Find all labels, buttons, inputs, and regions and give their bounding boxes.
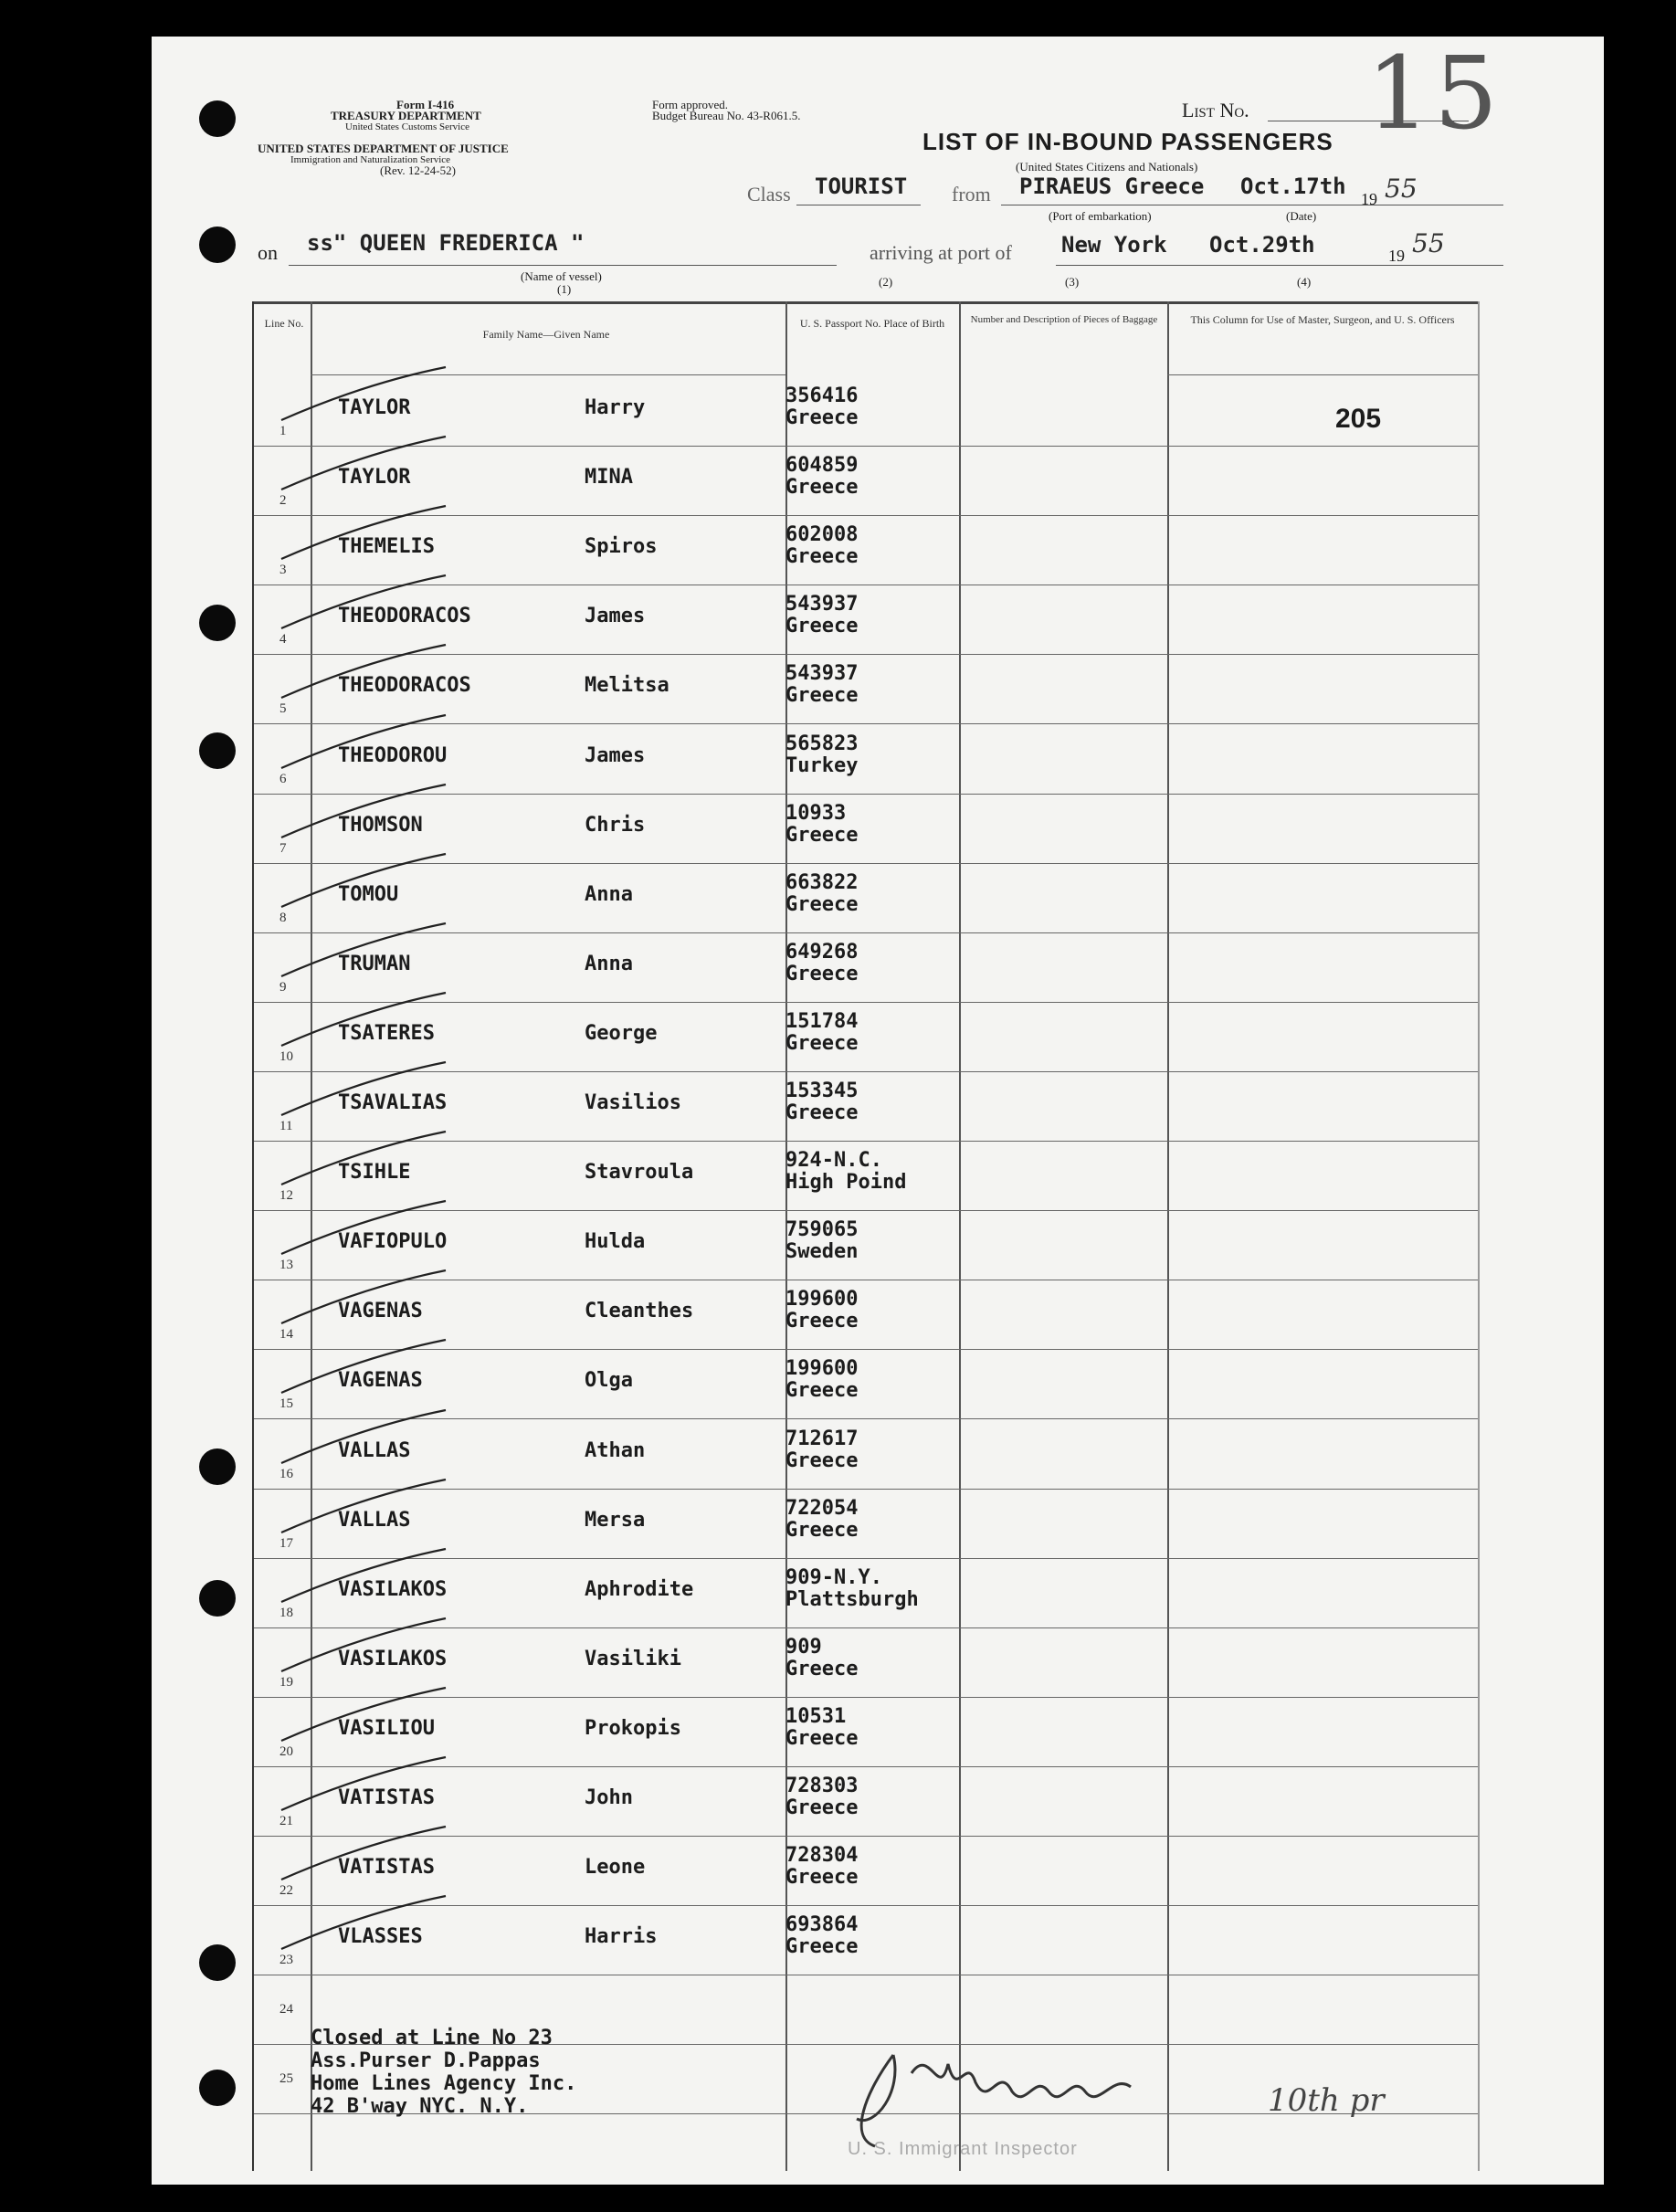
- passport-cell: [785, 1289, 932, 1332]
- justice-dept: UNITED STATES DEPARTMENT OF JUSTICE: [258, 142, 509, 155]
- check-mark: [272, 1336, 455, 1400]
- line-number: 11: [279, 1119, 293, 1133]
- given-name: Vasilios: [585, 1091, 681, 1114]
- given-name: Aphrodite: [585, 1577, 694, 1601]
- passport-number: 565823: [785, 732, 859, 755]
- check-mark: [272, 1476, 455, 1540]
- family-name: THEODOROU: [338, 743, 448, 767]
- passport-cell: [785, 594, 932, 637]
- line-number: 8: [279, 910, 287, 925]
- passport-number: 10531: [785, 1704, 847, 1728]
- revision: (Rev. 12-24-52): [380, 163, 456, 177]
- line-number: 3: [279, 563, 287, 578]
- check-mark: [272, 641, 455, 705]
- line-number: 22: [279, 1883, 293, 1899]
- line-number: 20: [279, 1743, 293, 1759]
- family-name: VASILAKOS: [338, 1577, 448, 1601]
- punch-hole: [199, 1944, 236, 1981]
- line-number: 4: [279, 632, 287, 648]
- passport-number: 909: [785, 1635, 822, 1659]
- place-of-birth: High Poind: [785, 1171, 907, 1195]
- given-name: Spiros: [585, 535, 658, 559]
- given-name: Anna: [585, 882, 633, 906]
- table-top-rule: [254, 301, 1478, 304]
- given-name: Anna: [585, 952, 633, 975]
- line-number: 14: [279, 1327, 293, 1343]
- passport-cell: [785, 803, 932, 847]
- vessel-underline: [289, 265, 837, 266]
- passport-cell: [785, 1845, 932, 1889]
- check-mark: [272, 1059, 455, 1122]
- line-number: 13: [279, 1258, 293, 1273]
- family-name: VALLAS: [338, 1438, 411, 1462]
- port-embark-caption: (Port of embarkation): [1049, 209, 1152, 223]
- place-of-birth: Greece: [785, 684, 859, 708]
- passport-cell: [785, 1914, 932, 1958]
- punch-hole: [199, 1448, 236, 1485]
- place-of-birth: Greece: [785, 1379, 859, 1403]
- punch-hole: [199, 1580, 236, 1617]
- passport-cell: [785, 872, 932, 916]
- signature-note: 10th pr: [1268, 2082, 1385, 2119]
- date-caption: (Date): [1286, 209, 1317, 223]
- given-name: Mersa: [585, 1508, 646, 1532]
- passport-number: 649268: [785, 940, 859, 964]
- given-name: Hulda: [585, 1230, 646, 1254]
- arriving-label: arriving at port of: [870, 241, 1012, 264]
- given-name: James: [585, 605, 646, 628]
- col-header-line: Line No.: [264, 317, 304, 330]
- line-number: 10: [279, 1048, 293, 1064]
- family-name: TSATERES: [338, 1021, 435, 1045]
- place-of-birth: Greece: [785, 1866, 859, 1890]
- col-header-passport: U. S. Passport No. Place of Birth: [799, 317, 945, 330]
- line-number: 9: [279, 979, 287, 995]
- given-name: Olga: [585, 1369, 633, 1393]
- passport-cell: [785, 1428, 932, 1472]
- family-name: TAYLOR: [338, 396, 411, 419]
- caption-4: (4): [1297, 275, 1312, 289]
- line-number: 5: [279, 701, 287, 717]
- year-value: 55: [1385, 174, 1418, 204]
- inspector-signature: [838, 2037, 1259, 2155]
- arrival-port: New York: [1061, 232, 1167, 258]
- given-name: Prokopis: [585, 1716, 681, 1740]
- embark-date: Oct.17th: [1240, 174, 1346, 199]
- place-of-birth: Greece: [785, 1935, 859, 1959]
- passport-number: 151784: [785, 1009, 859, 1033]
- closing-line: Ass.Purser D.Pappas: [311, 2049, 541, 2072]
- punch-hole: [199, 100, 236, 137]
- place-of-birth: Greece: [785, 406, 859, 429]
- passport-number: 356416: [785, 384, 859, 407]
- passport-number: 693864: [785, 1913, 859, 1937]
- place-of-birth: Greece: [785, 476, 859, 500]
- punch-hole: [199, 226, 236, 263]
- vessel-name: ss" QUEEN FREDERICA ": [307, 230, 585, 256]
- passport-number: 712617: [785, 1427, 859, 1450]
- passport-number: 543937: [785, 662, 859, 686]
- passport-cell: [785, 1011, 932, 1055]
- manifest-sheet: [152, 37, 1604, 2185]
- passport-cell: [785, 1706, 932, 1750]
- line-number: 25: [279, 2071, 293, 2087]
- passport-number: 722054: [785, 1496, 859, 1520]
- passport-number: 759065: [785, 1218, 859, 1242]
- form-title: LIST OF IN-BOUND PASSENGERS: [922, 128, 1333, 155]
- passport-cell: [785, 733, 932, 777]
- closing-line: Home Lines Agency Inc.: [311, 2072, 577, 2095]
- check-mark: [272, 1128, 455, 1192]
- passport-number: 543937: [785, 593, 859, 616]
- passport-number: 663822: [785, 870, 859, 894]
- line-number: 15: [279, 1396, 293, 1412]
- list-no-label: List No.: [1182, 99, 1249, 121]
- line-number: 17: [279, 1535, 293, 1551]
- passport-cell: [785, 1498, 932, 1542]
- place-of-birth: Greece: [785, 1657, 859, 1680]
- year-prefix: 19: [1361, 190, 1377, 208]
- place-of-birth: Greece: [785, 1726, 859, 1750]
- line-number: 2: [279, 493, 287, 509]
- passport-cell: [785, 663, 932, 707]
- given-name: Cleanthes: [585, 1300, 694, 1323]
- family-name: VALLAS: [338, 1508, 411, 1532]
- ins-service: Immigration and Naturalization Service: [290, 154, 451, 165]
- caption-3: (3): [1065, 275, 1080, 289]
- check-mark: [272, 363, 455, 427]
- passport-number: 199600: [785, 1288, 859, 1311]
- form-number: Form I-416: [396, 98, 455, 111]
- class-label: Class: [747, 183, 791, 205]
- passport-cell: [785, 455, 932, 499]
- given-name: Melitsa: [585, 674, 669, 698]
- line-number: 24: [279, 2002, 293, 2017]
- passport-cell: [785, 942, 932, 985]
- header-bottom-rule: [1167, 374, 1478, 375]
- passport-cell: [785, 1080, 932, 1124]
- arrival-underline: [1056, 265, 1503, 266]
- given-name: Harry: [585, 396, 646, 419]
- place-of-birth: Greece: [785, 1518, 859, 1542]
- passport-number: 10933: [785, 801, 847, 825]
- place-of-birth: Turkey: [785, 753, 859, 777]
- list-no-value: 15: [1366, 35, 1502, 152]
- family-name: TOMOU: [338, 882, 399, 906]
- passport-cell: [785, 385, 932, 429]
- passport-number: 924-N.C.: [785, 1149, 882, 1173]
- place-of-birth: Plattsburgh: [785, 1587, 919, 1611]
- family-name: VAGENAS: [338, 1369, 423, 1393]
- place-of-birth: Greece: [785, 545, 859, 569]
- line-number: 6: [279, 771, 287, 786]
- line-number: 23: [279, 1953, 293, 1968]
- passport-number: 728303: [785, 1775, 859, 1797]
- line-number: 18: [279, 1605, 293, 1620]
- check-mark: [272, 1823, 455, 1887]
- passport-cell: [785, 1567, 932, 1611]
- form-subtitle: (United States Citizens and Nationals): [1016, 160, 1198, 174]
- check-mark: [272, 1684, 455, 1748]
- family-name: TSIHLE: [338, 1161, 411, 1185]
- place-of-birth: Greece: [785, 1310, 859, 1333]
- family-name: VATISTAS: [338, 1786, 435, 1809]
- check-mark: [272, 1197, 455, 1261]
- check-mark: [272, 1615, 455, 1679]
- place-of-birth: Greece: [785, 1031, 859, 1055]
- given-name: Harris: [585, 1925, 658, 1949]
- check-mark: [272, 1545, 455, 1609]
- line-number: 12: [279, 1188, 293, 1204]
- treasury-dept: TREASURY DEPARTMENT: [331, 109, 481, 122]
- closing-line: Closed at Line No 23: [311, 2027, 553, 2049]
- arrival-year: 55: [1412, 228, 1445, 258]
- place-of-birth: Greece: [785, 615, 859, 638]
- passport-number: 604859: [785, 454, 859, 478]
- family-name: VATISTAS: [338, 1856, 435, 1880]
- inspector-caption: U. S. Immigrant Inspector: [848, 2139, 1078, 2159]
- from-label: from: [952, 183, 991, 205]
- col-header-baggage: Number and Description of Pieces of Baggage: [970, 314, 1158, 325]
- place-of-birth: Sweden: [785, 1240, 859, 1264]
- passport-cell: [785, 1358, 932, 1402]
- family-name: THEMELIS: [338, 535, 435, 559]
- check-mark: [272, 711, 455, 775]
- punch-hole: [199, 2070, 236, 2106]
- family-name: VLASSES: [338, 1925, 423, 1949]
- check-mark: [272, 989, 455, 1053]
- passport-cell: [785, 1150, 932, 1194]
- line-number: 16: [279, 1466, 293, 1481]
- family-name: THEODORACOS: [338, 605, 471, 628]
- caption-1: (1): [557, 282, 572, 296]
- given-name: George: [585, 1021, 658, 1045]
- family-name: VASILAKOS: [338, 1647, 448, 1670]
- on-label: on: [258, 241, 278, 264]
- place-of-birth: Greece: [785, 1101, 859, 1124]
- check-mark: [272, 850, 455, 914]
- check-mark: [272, 572, 455, 636]
- line-number: 19: [279, 1674, 293, 1690]
- col-header-name: Family Name—Given Name: [482, 328, 610, 341]
- check-mark: [272, 1406, 455, 1470]
- place-of-birth: Greece: [785, 823, 859, 847]
- passenger-table: [252, 301, 1480, 2171]
- family-name: VAGENAS: [338, 1300, 423, 1323]
- closing-block: [311, 2027, 576, 2118]
- form-approved: Form approved.: [652, 98, 729, 111]
- check-mark: [272, 781, 455, 845]
- check-mark: [272, 920, 455, 984]
- check-mark: [272, 1754, 455, 1817]
- line-number: 7: [279, 840, 287, 856]
- family-name: TSAVALIAS: [338, 1091, 448, 1114]
- given-name: Leone: [585, 1856, 646, 1880]
- closing-line: 42 B'way NYC. N.Y.: [311, 2095, 529, 2118]
- check-mark: [272, 502, 455, 566]
- given-name: Chris: [585, 813, 646, 837]
- passport-cell: [785, 1219, 932, 1263]
- officer-note: 205: [1335, 404, 1382, 434]
- check-mark: [272, 433, 455, 497]
- caption-2: (2): [879, 275, 893, 289]
- family-name: TAYLOR: [338, 466, 411, 490]
- arrival-year-prefix: 19: [1388, 247, 1405, 265]
- passport-number: 199600: [785, 1357, 859, 1381]
- given-name: Stavroula: [585, 1161, 694, 1185]
- passport-number: 728304: [785, 1844, 859, 1868]
- arrival-date: Oct.29th: [1209, 232, 1315, 258]
- col-header-officers: This Column for Use of Master, Surgeon, and U. S. Officers: [1190, 313, 1455, 326]
- vessel-caption: (Name of vessel): [521, 269, 602, 283]
- embark-port: PIRAEUS Greece: [1019, 174, 1205, 199]
- punch-hole: [199, 605, 236, 641]
- line-number: 1: [279, 424, 287, 438]
- passport-number: 909-N.Y.: [785, 1565, 882, 1589]
- family-name: THEODORACOS: [338, 674, 471, 698]
- place-of-birth: Greece: [785, 1448, 859, 1472]
- passport-cell: [785, 1637, 932, 1680]
- place-of-birth: Greece: [785, 962, 859, 985]
- passport-number: 153345: [785, 1080, 859, 1102]
- passport-cell: [785, 524, 932, 568]
- check-mark: [272, 1267, 455, 1331]
- family-name: VASILIOU: [338, 1716, 435, 1740]
- given-name: Vasiliki: [585, 1647, 681, 1670]
- place-of-birth: Greece: [785, 1796, 859, 1819]
- punch-hole: [199, 732, 236, 769]
- family-name: VAFIOPULO: [338, 1230, 448, 1254]
- passport-number: 602008: [785, 523, 859, 547]
- family-name: THOMSON: [338, 813, 423, 837]
- given-name: James: [585, 743, 646, 767]
- line-number: 21: [279, 1814, 293, 1828]
- class-value: TOURIST: [815, 174, 908, 199]
- given-name: MINA: [585, 466, 633, 490]
- budget-bureau: Budget Bureau No. 43-R061.5.: [652, 109, 801, 122]
- check-mark: [272, 1892, 455, 1956]
- given-name: John: [585, 1786, 633, 1809]
- passport-cell: [785, 1775, 932, 1819]
- family-name: TRUMAN: [338, 952, 411, 975]
- given-name: Athan: [585, 1438, 646, 1462]
- table-row: [254, 1905, 1478, 1975]
- customs-service: United States Customs Service: [345, 121, 469, 132]
- place-of-birth: Greece: [785, 892, 859, 916]
